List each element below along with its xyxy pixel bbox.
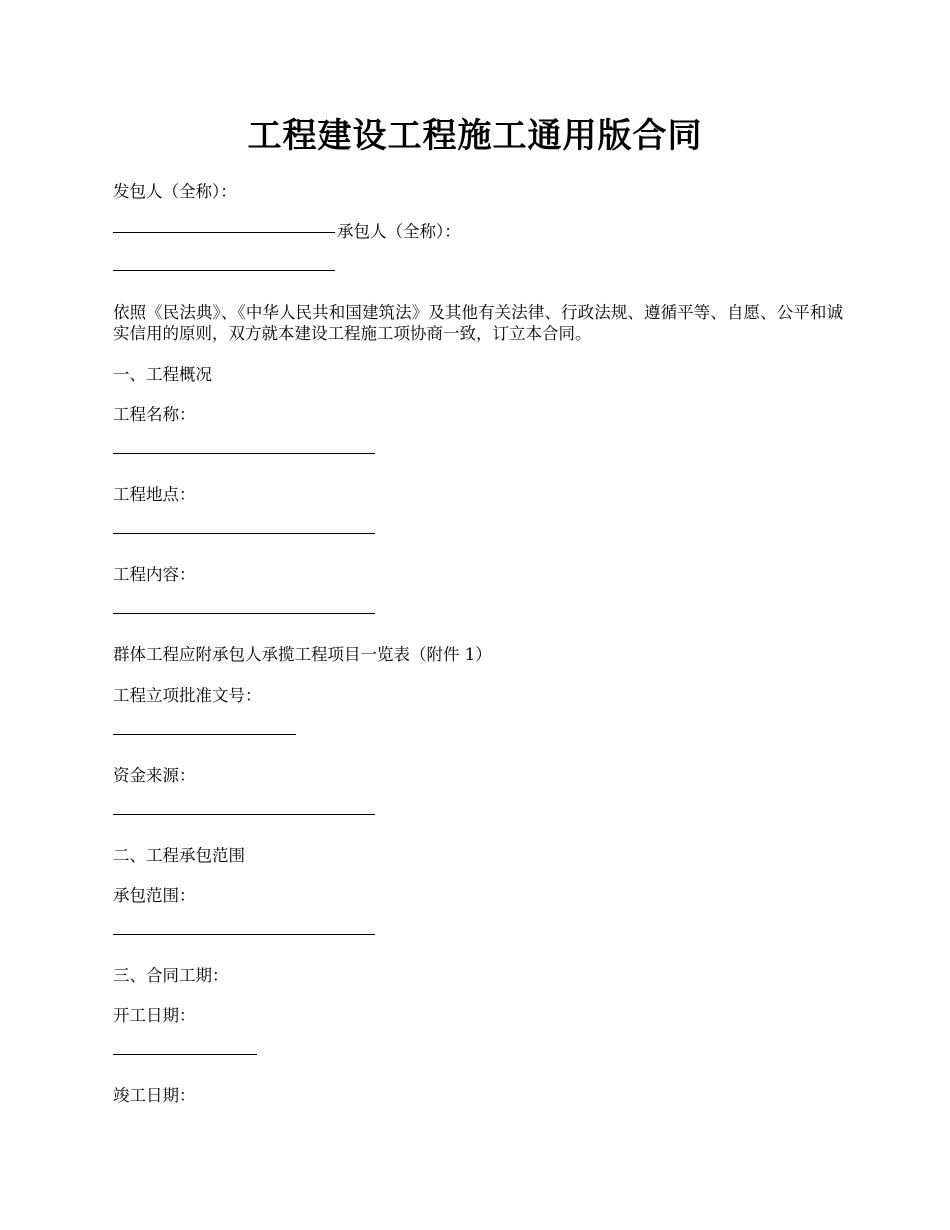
contractor-blank-line: [113, 270, 335, 271]
start-date-blank-line: [113, 1054, 257, 1055]
project-location-blank-line: [113, 533, 375, 534]
project-content-label: 工程内容：: [113, 565, 196, 584]
scope-label: 承包范围：: [113, 886, 196, 905]
fund-source-label: 资金来源：: [113, 766, 196, 785]
contractor-line: [113, 221, 461, 242]
section-heading-scope: 二、工程承包范围: [113, 846, 245, 865]
approval-doc-label: 工程立项批准文号：: [113, 686, 262, 705]
employer-label: 发包人（全称）：: [113, 182, 237, 201]
employer-blank-line: [113, 232, 335, 233]
start-date-label: 开工日期：: [113, 1006, 196, 1025]
project-location-label: 工程地点：: [113, 485, 196, 504]
group-project-note: 群体工程应附承包人承揽工程项目一览表（附件 1）: [113, 645, 492, 664]
contractor-label: 承包人（全称）：: [337, 222, 461, 241]
section-heading-term: 三、合同工期：: [113, 966, 229, 985]
fund-source-blank-line: [113, 814, 375, 815]
document-title: 工程建设工程施工通用版合同: [247, 116, 703, 156]
scope-blank-line: [113, 934, 375, 935]
completion-date-label: 竣工日期：: [113, 1086, 196, 1105]
section-heading-overview: 一、工程概况: [113, 365, 212, 384]
project-content-blank-line: [113, 613, 375, 614]
intro-paragraph: 依照《民法典》、《中华人民共和国建筑法》及其他有关法律、行政法规、遵循平等、自愿、公平和诚实信用的原则，双方就本建设工程施工项协商一致，订立本合同。: [113, 303, 843, 343]
project-name-label: 工程名称：: [113, 405, 196, 424]
project-name-blank-line: [113, 453, 375, 454]
approval-doc-blank-line: [113, 734, 296, 735]
